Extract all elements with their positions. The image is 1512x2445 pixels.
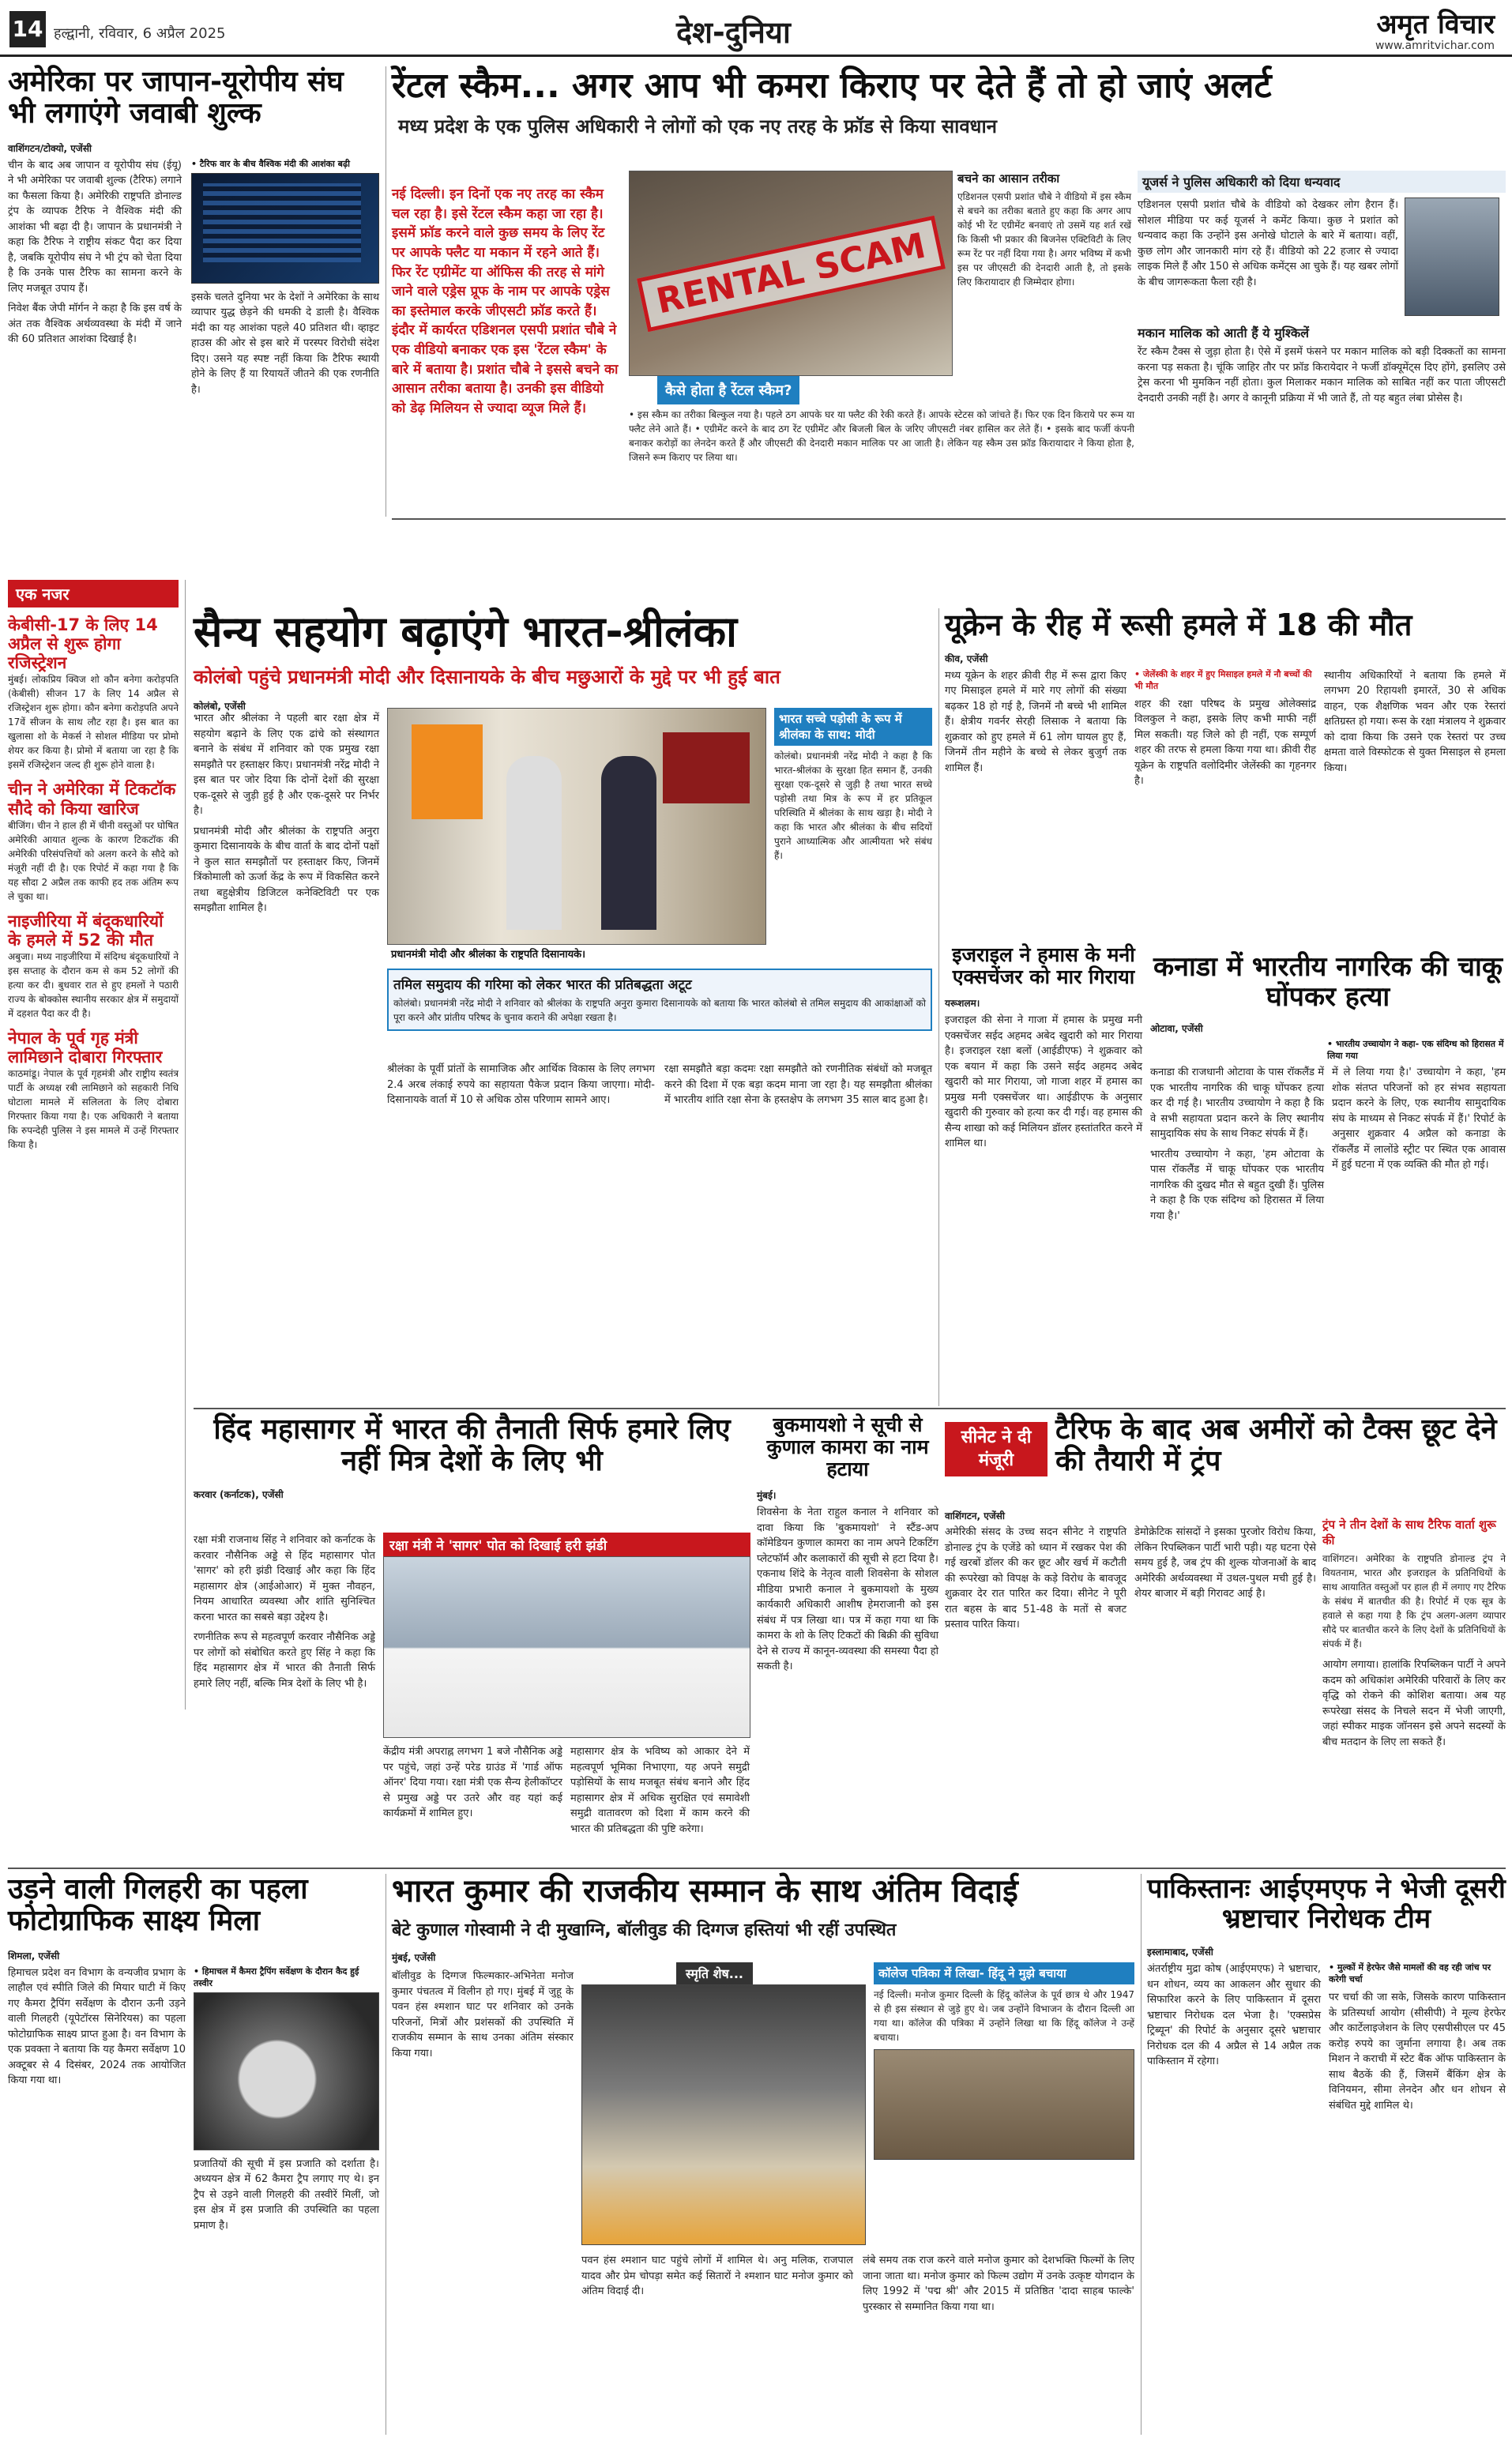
- body-text: में ले लिया गया है।' उच्चायोग ने कहा, 'हम शोक संतप्त परिजनों को हर संभव सहायता प्रदान करने के लिए, एक स्थानीय सामुदायिक संघ के माध्यम से निकट संपर्क में हैं।' रिपोर्ट के अनुसार शुक्रवार 4 अप्रैल को कनाडा के रॉकलैंड में लालोंडे स्ट्रीट पर स्थित एक आवास में हुई घटना में एक व्यक्ति की मौत हो गई।: [1332, 1066, 1506, 1172]
- dateline: कीव, एजेंसी: [945, 653, 988, 664]
- tamil-box: [387, 969, 932, 1031]
- dateline: यरूशलम।: [945, 998, 980, 1009]
- headline: टैरिफ के बाद अब अमीरों को टैक्स छूट देने की तैयारी में ट्रंप: [1055, 1413, 1497, 1478]
- box-title: तमिल समुदाय की गरिमा को लेकर भारत की प्रतिबद्धता अटूट: [393, 977, 692, 993]
- dateline: वाशिंगटन, एजेंसी: [945, 1510, 1006, 1522]
- box-text: रेंट स्कैम टैक्स से जुड़ा होता है। ऐसे में इसमें फंसने पर मकान मालिक को बड़ी दिक्कतों का सामना करना पड़ सकता है। चूंकि जाहिर तौर पर फ्रॉड किरायेदार ने फर्जी डॉक्यूमेंट्स दिए होंगे, इसलिए उसे ट्रेस करना भी मुमकिन नहीं होता। कुल मिलाकर मकान मालिक को साबित नहीं कर पाता जीएसटी देनदारी उनकी नहीं है। अगर वे कानूनी प्रक्रिया में भी जाते हैं, तो यह बहुत लंबा प्रोसेस है।: [1138, 346, 1506, 404]
- article-israel: [945, 944, 1142, 1406]
- funeral-photo: [581, 1984, 866, 2245]
- sidebar-text: काठमांडू। नेपाल के पूर्व गृहमंत्री और राष्ट्रीय स्वतंत्र पार्टी के अध्यक्ष रबी लामिछाने को सहकारी निधि घोटाला मामले में सलिलता के लिए दोबारा गिरफ्तार किया गया है। एक अधिकारी ने बताया कि रुपन्देही पुलिस ने इस मामले में उन्हें गिरफ्तार किया है।: [8, 1068, 179, 1151]
- body-text: रक्षा मंत्री राजनाथ सिंह ने शनिवार को कर्नाटक के करवार नौसैनिक अड्डे से हिंद महासागर पोत 'सागर' को हरी झंडी दिखाई और कहा कि हिंद महासागर क्षेत्र (आईओआर) में मुक्त नौवहन, नियम आधारित व्यवस्था और शांति सुनिश्चित करना भारत का सबसे बड़ा उद्देश्य है।: [194, 1534, 375, 1623]
- headline: रेंटल स्कैम... अगर आप भी कमरा किराए पर देते हैं तो हो जाएं अलर्ट: [392, 66, 1272, 106]
- masthead: [0, 0, 1512, 57]
- photo-title: रक्षा मंत्री ने 'सागर' पोत को दिखाई हरी झंडी: [383, 1533, 750, 1557]
- sidebar-headline: चीन ने अमेरिका में टिकटॉक सौदे को किया खारिज: [8, 780, 176, 818]
- body-text: मध्य यूक्रेन के शहर क्रीवी रीह में रूस द्वारा किए गए मिसाइल हमले में मारे गए लोगों की संख्या बढ़कर 18 हो गई है, जिनमें नौ बच्चे भी शामिल हैं। क्षेत्रीय गवर्नर सेरही लिसाक ने बताया कि शुक्रवार को हुए हमले में 61 लोग घायल हुए हैं, जिनमें तीन महीने के बच्चे से लेकर बुजुर्ग तक शामिल हैं।: [945, 669, 1126, 774]
- headline: सैन्य सहयोग बढ़ाएंगे भारत-श्रीलंका: [194, 607, 738, 656]
- brand-site[interactable]: www.amritvichar.com: [1375, 39, 1495, 52]
- box-text: वाशिंगटन। अमेरिका के राष्ट्रपति डोनाल्ड ट्रंप ने वियतनाम, भारत और इजराइल के प्रतिनिधियों के साथ आयातित वस्तुओं पर हाल ही में लगाए गए टैरिफ के संबंध में बातचीत की है। रिपोर्ट में एक सूत्र के हवाले से कहा गया है कि ट्रंप अलग-अलग व्यापार सौदे पर बातचीत करने के लिए देशों के प्रतिनिधियों के संपर्क में हैं।: [1322, 1553, 1506, 1649]
- article-bookmyshow: [757, 1414, 938, 1864]
- dateline: मुंबई, एजेंसी: [392, 1951, 436, 1963]
- navy-ship-photo: [383, 1556, 750, 1738]
- headline: अमेरिका पर जापान-यूरोपीय संघ भी लगाएंगे जवाबी शुल्क: [8, 66, 344, 130]
- headline: इजराइल ने हमास के मनी एक्सचेंजर को मार गिराया: [952, 943, 1135, 988]
- body-text: बॉलीवुड के दिग्गज फिल्मकार-अभिनेता मनोज कुमार पंचतत्व में विलीन हो गए। मुंबई में जुहू के पवन हंस श्मशान घाट पर शनिवार को उनके परिजनों, मित्रों और प्रशंसकों की उपस्थिति में राजकीय सम्मान के साथ उनका अंतिम संस्कार किया गया।: [392, 1970, 574, 2059]
- dateline: कोलंबो, एजेंसी: [194, 701, 246, 713]
- body-text: पवन हंस श्मशान घाट पहुंचे लोगों में शामिल थे। अनु मलिक, राजपाल यादव और प्रेम चोपड़ा समेत कई सितारों ने श्मशान घाट मनोज कुमार को अंतिम विदाई दी।: [581, 2255, 853, 2297]
- article-manoj-kumar: [392, 1874, 1134, 2435]
- photo-caption: • हिमाचल में कैमरा ट्रैपिंग सर्वेक्षण के दौरान कैद हुई तस्वीर: [194, 1965, 359, 1988]
- headline: पाकिस्तानः आईएमएफ ने भेजी दूसरी भ्रष्टाचार निरोधक टीम: [1147, 1873, 1506, 1935]
- box-title: कॉलेज पत्रिका में लिखा- हिंदू ने मुझे बचाया: [874, 1962, 1134, 1984]
- body-text: शहर की रक्षा परिषद के प्रमुख ओलेक्सांद्र विलकुल ने कहा, इसके लिए कभी माफी नहीं मिल सकती। यह जिले को ही नहीं, एक सम्पूर्ण शहर की तरफ से हमला किया गया था। क्रीवी रीह यूक्रेन के राष्ट्रपति वलोदिमीर जेलेंस्की का गृहनगर है।: [1134, 698, 1316, 788]
- trump-talks-box: [1322, 1517, 1506, 1750]
- box-title: भारत सच्चे पड़ोसी के रूप में श्रीलंका के साथ: मोदी: [774, 708, 932, 746]
- photo-caption: • मुल्कों में हेरफेर जैसे मामलों की वह रही जांच पर करेगी चर्चा: [1329, 1962, 1491, 1985]
- body-text: लंबे समय तक राज करने वाले मनोज कुमार को देशभक्ति फिल्मों के लिए जाना जाता था। मनोज कुमार को फिल्म उद्योग में उनके उत्कृष्ट योगदान के लिए 1992 में 'पद्म श्री' और 2015 में प्रतिष्ठित 'दादा साहब फाल्के' पुरस्कार से सम्मानित किया गया था।: [863, 2255, 1134, 2313]
- sidebar-text: बीजिंग। चीन ने हाल ही में चीनी वस्तुओं पर घोषित अमेरिकी आयात शुल्क के कारण टिकटॉक की अमेरिकी परिसंपत्तियों को अलग करने के सौदे को मंजूरी नहीं दी है। एक रिपोर्ट में कहा गया है कि यह सौदा 2 अप्रैल तक काफी हद तक अंतिम रूप ले चुका था।: [8, 819, 179, 902]
- headline: हिंद महासागर में भारत की तैनाती सिर्फ हमारे लिए नहीं मित्र देशों के लिए भी: [213, 1413, 731, 1478]
- modi-dissanayake-photo: [387, 708, 766, 945]
- squirrel-photo: [194, 1992, 379, 2150]
- box-title: मकान मालिक को आती हैं ये मुश्किलें: [1138, 325, 1310, 340]
- section-title: देश-दुनिया: [676, 15, 791, 50]
- smriti-label: स्मृति शेष...: [676, 1962, 753, 1984]
- photo-caption: प्रधानमंत्री मोदी और श्रीलंका के राष्ट्रपति दिसानायके।: [391, 949, 586, 961]
- box-title: बचने का आसान तरीका: [957, 171, 1060, 186]
- body-text: कनाडा की राजधानी ओटावा के पास रॉकलैंड में एक भारतीय नागरिक की चाकू घोंपकर हत्या कर दी गई है। भारतीय उच्चायोग ने कहा है कि वे सभी सहायता प्रदान करने के लिए स्थानीय सामुदायिक संघ के साथ निकट संपर्क में हैं।: [1150, 1066, 1324, 1141]
- box-text: कोलंबो। प्रधानमंत्री नरेंद्र मोदी ने शनिवार को श्रीलंका के राष्ट्रपति अनुरा कुमारा दिसानायके को बताया कि भारत कोलंबो से तमिल समुदाय की आकांक्षाओं को पूरा करने और प्रांतीय परिषद के चुनाव कराने की अपेक्षा रखता है।: [393, 998, 926, 1023]
- article-indian-ocean: [194, 1414, 750, 1864]
- article-canada: [1150, 952, 1506, 1406]
- how-text: • इस स्कैम का तरीका बिल्कुल नया है। पहले ठग आपके घर या फ्लैट की रेकी करते हैं। आपके स्टेटस को जांचते हैं। फिर एक दिन किराये पर रूम या फ्लैट लेने आते हैं। • एग्रीमेंट करने के बाद ठग रेंट एग्रीमेंट और बिजली बिल के जरिए जीएसटी नंबर हासिल कर लेते हैं। • इसके बाद फर्जी कंपनी बनाकर करोड़ों का लेनदेन करते हैं और जीएसटी की देनदारी मकान मालिक पर आ जाती है। लेकिन यह स्कैम उस फ्रॉड किरायादार ने किया होता है, जिसने रूम किराए पर लिया था।: [629, 409, 1134, 463]
- sidebar-headline: केबीसी-17 के लिए 14 अप्रैल से शुरू होगा रजिस्ट्रेशन: [8, 615, 158, 673]
- headline: उड़ने वाली गिलहरी का पहला फोटोग्राफिक साक्ष्य मिला: [8, 1873, 308, 1938]
- body-text: श्रीलंका के पूर्वी प्रांतों के सामाजिक और आर्थिक विकास के लिए लगभग 2.4 अरब लंकाई रुपये का सहायता पैकेज प्रदान किया जाएगा। मोदी-दिसानायके वार्ता में 10 से अधिक ठोस परिणाम सामने आए।: [387, 1063, 655, 1106]
- article-rental-scam: [392, 66, 1506, 517]
- photo-label: RENTAL SCAM: [637, 215, 946, 331]
- box-text: एडिशनल एसपी प्रशांत चौबे ने वीडियो में इस स्कैम से बचने का तरीका बताते हुए कहा कि अगर आप कोई भी रेंट एग्रीमेंट बनवाएं तो उसमें यह शर्त रखें कि किसी भी प्रकार की बिजनेस एक्टिविटी के लिए रूम रेंट पर नहीं दिया गया है। अगर भविष्य में कभी इस पर जीएसटी की देनदारी आती है, तो इसके लिए किरायादार ही जिम्मेदार होगा।: [957, 191, 1131, 288]
- body-text: भारत और श्रीलंका ने पहली बार रक्षा क्षेत्र में सहयोग बढ़ाने के लिए एक ढांचे को संस्थागत बनाने के संबंध में शनिवार को एक प्रमुख रक्षा समझौते पर हस्ताक्षर किए। प्रधानमंत्री नरेंद्र मोदी ने इस बात पर जोर दिया कि दोनों देशों की सुरक्षा एक-दूसरे से जुड़ी हुई है और एक-दूसरे पर निर्भर है।: [194, 713, 379, 817]
- police-box: [1138, 171, 1506, 406]
- body-text: स्थानीय अधिकारियों ने बताया कि हमले में लगभग 20 रिहायशी इमारतें, 30 से अधिक वाहन, एक शैक्षणिक भवन और एक रेस्तरां क्षतिग्रस्त हो गया। रूस के रक्षा मंत्रालय ने शुक्रवार को दावा किया कि उसने एक रेस्तरां पर उच्च क्षमता वाले विस्फोटक से युक्त मिसाइल से हमला किया।: [1324, 669, 1506, 774]
- senate-badge: सीनेट ने दी मंजूरी: [945, 1422, 1047, 1476]
- headline: भारत कुमार की राजकीय सम्मान के साथ अंतिम विदाई: [392, 1873, 1018, 1909]
- dateline: वाशिंगटन/टोक्यो, एजेंसी: [8, 142, 92, 154]
- body-text: अंतर्राष्ट्रीय मुद्रा कोष (आईएमएफ) ने भ्रष्टाचार, धन शोधन, व्यय का आकलन और सुधार की सिफारिश करने के लिए पाकिस्तान में दूसरा भ्रष्टाचार निरोधक दल भेजा है। 'एक्सप्रेस ट्रिब्यून' की रिपोर्ट के अनुसार दूसरे भ्रष्टाचार निरोधक दल की 4 अप्रैल से 14 अप्रैल तक पाकिस्तान में रहेगा।: [1147, 1963, 1321, 2068]
- body-text: इसके चलते दुनिया भर के देशों ने अमेरिका के साथ व्यापार युद्ध छेड़ने की धमकी दे डाली है। वैश्विक मंदी का यह आशंका पहले 40 प्रतिशत थी। व्हाइट हाउस की ओर से इस बारे में परस्पर विरोधी संदेश दिए। उसने यह स्पष्ट नहीं किया कि टैरिफ स्थायी होने के लिए हैं या रियायतें जीतने की एक रणनीति है।: [191, 291, 379, 396]
- article-japan-eu: [8, 66, 379, 572]
- sidebar-title: एक नजर: [8, 580, 179, 607]
- box-text: एडिशनल एसपी प्रशांत चौबे के वीडियो को देखकर लोग हैरान हैं। सोशल मीडिया पर कई यूजर्स ने कमेंट किया। कुछ ने प्रशांत को धन्यवाद कहा कि उन्होंने इस अनोखे घोटाले के बारे में बताया। वहीं, कुछ लोग और जानकारी मांग रहे हैं। वीडियो को 22 हजार से ज्यादा लाइक मिले हैं और 150 से अधिक कमेंट्स आ चुके हैं। यह खबर लोगों के बीच जागरूकता फैला रही है।: [1138, 199, 1398, 288]
- sidebar-text: मुंबई। लोकप्रिय क्विज शो कौन बनेगा करोड़पति (केबीसी) सीजन 17 के लिए 14 अप्रैल से रजिस्ट्रेशन शुरू होगा। कौन बनेगा करोड़पति अपने 17वें सीजन के साथ लौट रहा है। इस बात का खुलासा शो के मेकर्स ने सोशल मीडिया पर प्रोमो शेयर कर किया है। प्रोमो में बताया जा रहा है कि इसमें रजिस्ट्रेशन जल्द ही शुरू होने वाला है।: [8, 674, 179, 771]
- dateline: शिमला, एजेंसी: [8, 1950, 60, 1962]
- date-line: हल्द्वानी, रविवार, 6 अप्रैल 2025: [54, 25, 226, 42]
- page-number: 14: [9, 11, 46, 47]
- body-text: आयोग लगाया। हालांकि रिपब्लिकन पार्टी ने अपने कदम को अधिकांश अमेरिकी परिवारों के लिए कर वृद्धि को रोकने की कोशिश बताया। अब यह रूपरेखा संसद के निचले सदन में भेजी जाएगी, जहां स्पीकर माइक जॉनसन इसे अपने सदस्यों के बीच मतदान के लिए ला सकते हैं।: [1322, 1659, 1506, 1748]
- box-title: यूजर्स ने पुलिस अधिकारी को दिया धन्यवाद: [1138, 171, 1506, 193]
- body-text: शिवसेना के नेता राहुल कनाल ने शनिवार को दावा किया कि 'बुकमायशो' ने स्टैंड-अप कॉमेडियन कुणाल कामरा का नाम अपने टिकटिंग प्लेटफॉर्म और कलाकारों की सूची से हटा दिया है। एकनाथ शिंदे के नेतृत्व वाली शिवसेना के सोशल मीडिया प्रभारी कनाल ने बुकमायशो के मुख्य कार्यकारी अधिकारी आशीष हेमराजानी को इस संबंध में पत्र लिखा था। पत्र में कहा गया था कि कामरा के शो के लिए टिकटों की बिक्री की सुविधा देने से राज्य में कानून-व्यवस्था की समस्या पैदा हो सकती है।: [757, 1506, 938, 1672]
- box-title: ट्रंप ने तीन देशों के साथ टैरिफ वार्ता शुरू की: [1322, 1518, 1496, 1548]
- body-text: रणनीतिक रूप से महत्वपूर्ण करवार नौसैनिक अड्डे पर लोगों को संबोधित करते हुए सिंह ने कहा कि हिंद महासागर क्षेत्र में भारत की तैनाती सिर्फ हमारे लिए नहीं, बल्कि मित्र देशों के लिए भी है।: [194, 1631, 375, 1690]
- ek-nazar-sidebar: [8, 580, 186, 1710]
- dateline: मुंबई।: [757, 1490, 777, 1501]
- article-pakistan-imf: [1147, 1874, 1506, 2435]
- body-text: पर चर्चा की जा सके, जिसके कारण पाकिस्तान के प्रतिस्पर्धा आयोग (सीसीपी) ने मूल्य हेरफेर और कार्टेलाइजेशन के लिए एसपीसीएल पर 45 करोड़ रुपये का जुर्माना लगाया है। अब तक मिशन ने कराची में स्टेट बैंक ऑफ पाकिस्तान के साथ बैठकें की हैं, जिसमें बैंकिंग क्षेत्र के विनियमन, सीमा लेनदेन और धन शोधन से संबंधित मुद्दे शामिल थे।: [1329, 1992, 1506, 2112]
- subhead: बेटे कुणाल गोस्वामी ने दी मुखाग्नि, बॉलीवुड की दिग्गज हस्तियां भी रहीं उपस्थित: [392, 1920, 897, 1940]
- avoid-box: [957, 171, 1131, 289]
- body-text: प्रजातियों की सूची में इस प्रजाति को दर्शाता है। अध्ययन क्षेत्र में 62 कैमरा ट्रैप लगाए गए थे। इन ट्रैप से उड़ने वाली गिलहरी की तस्वीरें मिलीं, जो इस क्षेत्र में इस प्रजाति की उपस्थिति का पहला प्रमाण है।: [194, 2157, 379, 2232]
- sidebar-text: अबुजा। मध्य नाइजीरिया में संदिग्ध बंदूकधारियों ने इस सप्ताह के दौरान कम से कम 52 लोगों की हत्या कर दी। बुधवार रात से हुए हमलों ने पठारी राज्य के बोक्कोस स्थानीय सरकार क्षेत्र में समुदायों में दहशत पैदा कर दी है।: [8, 950, 179, 1019]
- article-trump-tax: [945, 1414, 1506, 1864]
- brand-logo: अमृत विचार: [1376, 9, 1495, 40]
- rental-scam-photo: [629, 171, 953, 376]
- dateline: ओटावा, एजेंसी: [1150, 1023, 1203, 1035]
- article-ukraine: [945, 608, 1506, 940]
- subhead: कोलंबो पहुंचे प्रधानमंत्री मोदी और दिसानायके के बीच मछुआरों के मुद्दे पर भी हुई बात: [194, 666, 780, 689]
- article-flying-squirrel: [8, 1874, 379, 2435]
- article-india-srilanka: [194, 608, 936, 1406]
- photo-caption: • जेलेंस्की के शहर में हुए मिसाइल हमले में नौ बच्चों की भी मौत: [1134, 668, 1312, 691]
- sidebar-headline: नाइजीरिया में बंदूकधारियों के हमले में 52 की मौत: [8, 911, 164, 950]
- body-text: प्रधानमंत्री मोदी और श्रीलंका के राष्ट्रपति अनुरा कुमारा दिसानायके के बीच वार्ता के बाद दोनों पक्षों ने कुल सात समझौतों पर हस्ताक्षर किए, जिनमें त्रिंकोमाली को ऊर्जा केंद्र के रूप में विकसित करने तथा बहुक्षेत्रीय डिजिटल कनेक्टिविटी पर एक समझौता शामिल है।: [194, 825, 379, 914]
- body-text: रक्षा समझौते बड़ा कदमः रक्षा समझौते को रणनीतिक संबंधों को मजबूत करने की दिशा में एक बड़ा कदम माना जा रहा है। यह समझौता श्रीलंका में भारतीय शांति रक्षा सेना के हस्तक्षेप के लगभग 35 साल बाद हुआ है।: [664, 1063, 932, 1106]
- right-box: [774, 708, 932, 863]
- box-text: नई दिल्ली। मनोज कुमार दिल्ली के हिंदू कॉलेज के पूर्व छात्र थे और 1947 से ही इस संस्थान से जुड़े हुए थे। जब उन्होंने विभाजन के दौरान दिल्ली आ गया था। कॉलेज की पत्रिका में उन्होंने लिखा था कि हिंदू कॉलेज ने उन्हें बचाया।: [874, 1989, 1134, 2043]
- stock-board-photo: [191, 173, 379, 284]
- photo-caption: • भारतीय उच्चायोग ने कहा- एक संदिग्ध को हिरासत में लिया गया: [1327, 1039, 1504, 1062]
- body-text: इजराइल की सेना ने गाजा में हमास के प्रमुख मनी एक्सचेंजर सईद अहमद अबेद खुदारी को मार गिराया है। इजराइल रक्षा बलों (आईडीएफ) ने शुक्रवार को एक बयान में कहा कि उसने सईद अहमद अबेद खुदारी को मार गिराया, जो गाजा शहर में हमास का प्रमुख मनी एक्सचेंजर था। आईडीएफ के अनुसार खुदारी की गुरुवार को हत्या कर दी गई। वह हमास की सैन्य शाखा को कई मिलियन डॉलर हस्तांतरित करने में शामिल था।: [945, 1014, 1142, 1149]
- body-text: डेमोक्रेटिक सांसदों ने इसका पुरजोर विरोध किया, लेकिन रिपब्लिकन पार्टी भारी पड़ी। यह घटना ऐसे समय हुई है, जब ट्रंप की शुल्क योजनाओं के बाद अमेरिकी अर्थव्यवस्था में उथल-पुथल मची हुई है। शेयर बाजार में बड़ी गिरावट आई है।: [1134, 1526, 1316, 1600]
- photo-caption: • टैरिफ वार के बीच वैश्विक मंदी की आशंका बढ़ी: [191, 158, 351, 169]
- box-text: कोलंबो। प्रधानमंत्री नरेंद्र मोदी ने कहा है कि भारत-श्रीलंका के सुरक्षा हित समान हैं, उनकी सुरक्षा एक-दूसरे से जुड़ी है तथा भारत सच्चे पड़ोसी तथा मित्र के रूप में हर प्रतिकूल परिस्थिति में श्रीलंका के साथ खड़ा है। मोदी ने कहा कि भारत और श्रीलंका के बीच सदियों पुराने आध्यात्मिक और आत्मीयता भरे संबंध हैं।: [774, 750, 932, 861]
- body-text: भारतीय उच्चायोग ने कहा, 'हम ओटावा के पास रॉकलैंड में चाकू घोंपकर एक भारतीय नागरिक की दुखद मौत से बहुत दुखी हैं। पुलिस ने कहा है कि एक संदिग्ध को हिरासत में लिया गया है।': [1150, 1148, 1324, 1222]
- dateline: करवार (कर्नाटक), एजेंसी: [194, 1488, 284, 1500]
- body-text: हिमाचल प्रदेश वन विभाग के वन्यजीव प्रभाग के लाहौल एवं स्पीति जिले की मियार घाटी में किए गए कैमरा ट्रैपिंग सर्वेक्षण के दौरान ऊनी उड़ने वाली गिलहरी (यूपेटॉरस सिनेरियस) का पहला फोटोग्राफिक साक्ष्य प्राप्त हुआ है। वन विभाग के एक प्रवक्ता ने बताया कि यह कैमरा सर्वेक्षण 10 अक्टूबर से 4 दिसंबर, 2024 तक आयोजित किया गया था।: [8, 1966, 186, 2087]
- body-text: महासागर क्षेत्र के भविष्य को आकार देने में महत्वपूर्ण भूमिका निभाएगा, यह अपने समुद्री पड़ोसियों के साथ मजबूत संबंध बनाने और हिंद महासागर क्षेत्र में अधिक सुरक्षित एवं समावेशी समुद्री वातावरण को दिशा में काम करने की भारत की प्रतिबद्धता की पुष्टि करेगा।: [570, 1746, 750, 1835]
- sidebar-headline: नेपाल के पूर्व गृह मंत्री लामिछाने दोबारा गिरफ्तार: [8, 1028, 163, 1067]
- officer-photo: [1405, 197, 1499, 316]
- college-box: [874, 1962, 1134, 2160]
- subhead: मध्य प्रदेश के एक पुलिस अधिकारी ने लोगों को एक नए तरह के फ्रॉड से किया सावधान: [398, 115, 997, 138]
- crowd-photo: [874, 2049, 1134, 2160]
- headline: बुकमायशो ने सूची से कुणाल कामरा का नाम हटाया: [766, 1413, 929, 1480]
- dateline: इस्लामाबाद, एजेंसी: [1147, 1947, 1213, 1958]
- lead-text: नई दिल्ली। इन दिनों एक नए तरह का स्कैम चल रहा है। इसे रेंटल स्कैम कहा जा रहा है। इसमें फ्रॉड करने वाले कुछ समय के लिए रेंट पर आपके फ्लैट या मकान में रहने आते हैं। फिर रेंट एग्रीमेंट या ऑफिस की तरह से मांगे जाने वाले एड्रेस प्रूफ के नाम पर आपके एड्रेस का इस्तेमाल करके जीएसटी फ्रॉड करते हैं। इंदौर में कार्यरत एडिशनल एसपी प्रशांत चौबे ने एक वीडियो बनाकर एक इस 'रेंटल स्कैम' के बारे में बताया है। प्रशांत चौबे ने इससे बचने का आसान तरीका बताया है। उनकी इस वीडियो को डेढ़ मिलियन से ज्यादा व्यूज मिले हैं।: [392, 186, 619, 417]
- how-title: कैसे होता है रेंटल स्कैम?: [657, 376, 799, 404]
- body-text: चीन के बाद अब जापान व यूरोपीय संघ (ईयू) ने भी अमेरिका पर जवाबी शुल्क (टैरिफ) लगाने का फैसला किया है। अमेरिकी राष्ट्रपति डोनाल्ड ट्रंप के व्यापक टैरिफ ने वैश्विक मंदी की आशंका भी बढ़ा दी है। जापान के प्रधानमंत्री ने कहा कि टैरिफ ने राष्ट्रीय संकट पैदा कर दिया है, जबकि यूरोपीय संघ ने भी ट्रंप को चेता दिया है कि उनके पास टैरिफ का सामना करने के लिए मजबूत उपाय हैं।: [8, 159, 182, 295]
- body-text: अमेरिकी संसद के उच्च सदन सीनेट ने राष्ट्रपति डोनाल्ड ट्रंप के एजेंडे को ध्यान में रखकर पेश की गई खरबों डॉलर की कर छूट और खर्च में कटौती की रूपरेखा को विपक्ष के कड़े विरोध के बावजूद शुक्रवार देर रात पारित कर दिया। सीनेट ने पूरी रात बहस के बाद 51-48 के मतों से बजट प्रस्ताव पारित किया।: [945, 1526, 1126, 1631]
- headline: कनाडा में भारतीय नागरिक की चाकू घोंपकर हत्या: [1153, 951, 1503, 1014]
- body-text: निवेश बैंक जेपी मॉर्गन ने कहा है कि इस वर्ष के अंत तक वैश्विक अर्थव्यवस्था के मंदी में जाने की 60 प्रतिशत आशंका दिखाई है।: [8, 303, 182, 346]
- body-text: केंद्रीय मंत्री अपराह्न लगभग 1 बजे नौसैनिक अड्डे पर पहुंचे, जहां उन्हें परेड ग्राउंड में 'गार्ड ऑफ ऑनर' दिया गया। रक्षा मंत्री एक सैन्य हेलीकॉप्टर से प्रमुख अड्डे पर उतरे और वह यहां कई कार्यक्रमों में शामिल हुए।: [383, 1746, 562, 1819]
- headline: यूक्रेन के रीह में रूसी हमले में 18 की मौत: [945, 607, 1412, 642]
